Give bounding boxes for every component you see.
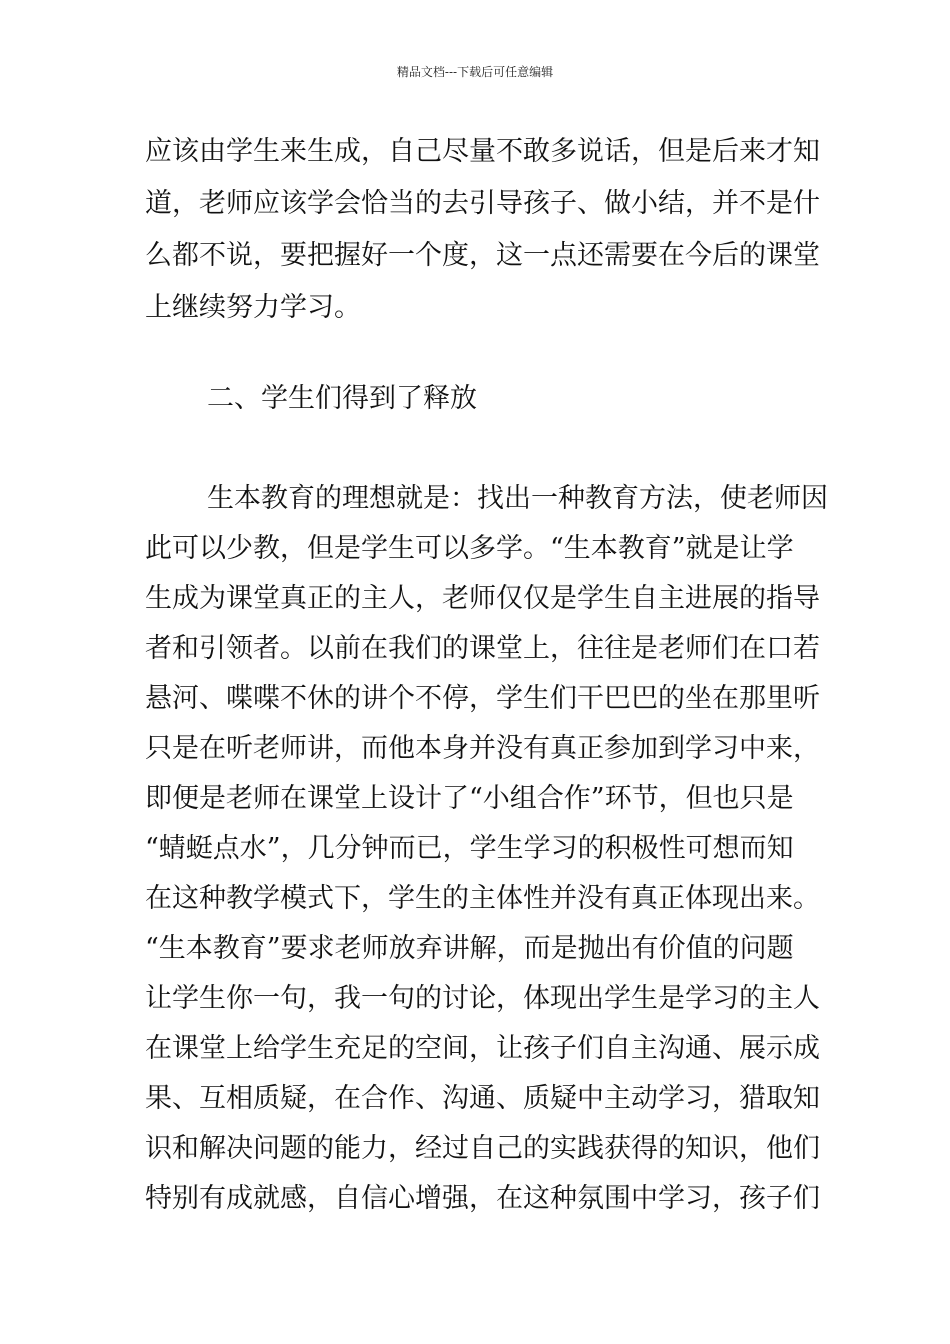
paragraph-line: 么都不说，要把握好一个度，这一点还需要在今后的课堂 — [145, 240, 820, 271]
paragraph-line: 此可以少教，但是学生可以多学。“生本教育”就是让学 — [145, 533, 794, 564]
paragraph-line: 即便是老师在课堂上设计了“小组合作”环节，但也只是 — [145, 783, 794, 814]
paragraph-line: 在课堂上给学生充足的空间，让孩子们自主沟通、展示成 — [145, 1033, 820, 1064]
paragraph-line: 悬河、喋喋不休的讲个不停，学生们干巴巴的坐在那里听 — [145, 683, 820, 714]
paragraph-line: 识和解决问题的能力，经过自己的实践获得的知识，他们 — [145, 1133, 820, 1164]
paragraph-line: 应该由学生来生成，自己尽量不敢多说话，但是后来才知 — [145, 136, 820, 167]
paragraph-line: 果、互相质疑，在合作、沟通、质疑中主动学习，猎取知 — [145, 1083, 820, 1114]
paragraph-line: 生成为课堂真正的主人，老师仅仅是学生自主进展的指导 — [145, 583, 820, 614]
paragraph-line: “生本教育”要求老师放弃讲解，而是抛出有价值的问题 — [145, 933, 794, 964]
paragraph-line: 者和引领者。以前在我们的课堂上，往往是老师们在口若 — [145, 633, 820, 664]
paragraph-line: 只是在听老师讲，而他本身并没有真正参加到学习中来， — [145, 733, 820, 764]
page-header: 精品文档---下载后可任意编辑 — [396, 65, 554, 79]
paragraph-line: 生本教育的理想就是：找出一种教育方法，使老师因 — [207, 483, 828, 514]
paragraph-line: “蜻蜓点水”，几分钟而已，学生学习的积极性可想而知 — [145, 833, 794, 864]
paragraph-line: 让学生你一句，我一句的讨论，体现出学生是学习的主人 — [145, 983, 820, 1014]
paragraph-line: 特别有成就感，自信心增强，在这种氛围中学习，孩子们 — [145, 1183, 820, 1214]
paragraph-line: 在这种教学模式下，学生的主体性并没有真正体现出来。 — [145, 883, 820, 914]
section-heading: 二、学生们得到了释放 — [207, 383, 477, 414]
paragraph-line: 上继续努力学习。 — [145, 292, 361, 323]
paragraph-line: 道，老师应该学会恰当的去引导孩子、做小结，并不是什 — [145, 188, 820, 219]
